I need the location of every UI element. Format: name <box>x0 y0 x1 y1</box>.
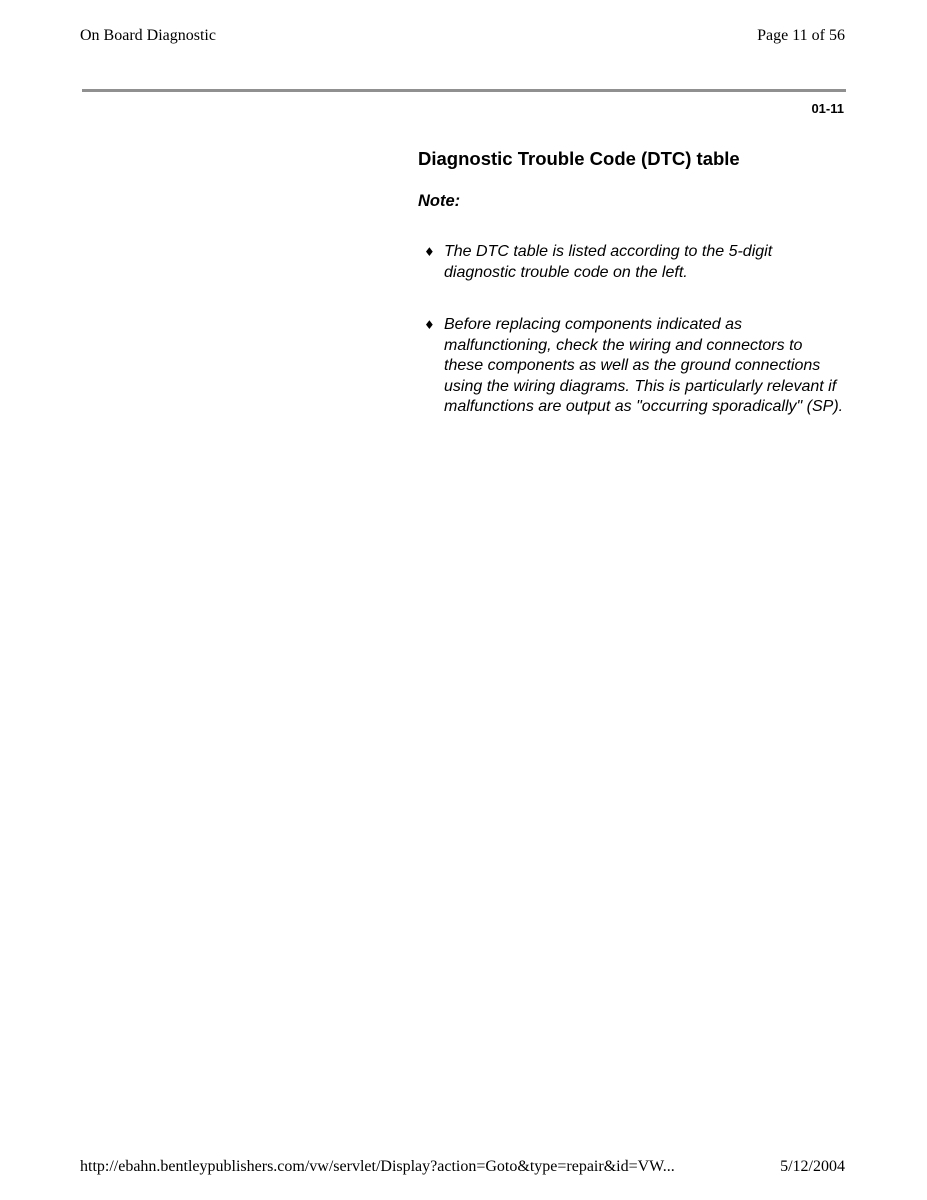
note-bullet-text: Before replacing components indicated as malfunctioning, check the wiring and connectors to these components as well as the ground connections using the wiring diagrams. This is particularly relevant if malfunctions are output as "occurring sporadically" (SP). <box>444 316 844 415</box>
note-bullet-text: The DTC table is listed according to the 5-digit diagnostic trouble code on the left. <box>444 243 773 281</box>
note-label: Note: <box>418 192 461 210</box>
section-title: Diagnostic Trouble Code (DTC) table <box>418 148 740 169</box>
diamond-bullet-icon: ♦ <box>424 245 435 259</box>
print-footer-date: 5/12/2004 <box>780 1158 845 1175</box>
print-header-title: On Board Diagnostic <box>80 27 216 44</box>
diamond-bullet-icon: ♦ <box>424 318 435 332</box>
print-footer-url: http://ebahn.bentleypublishers.com/vw/servlet/Display?action=Goto&type=repair&id=VW... <box>80 1158 675 1175</box>
header-divider <box>82 89 846 92</box>
print-header-page-info: Page 11 of 56 <box>757 27 845 44</box>
page-code: 01-11 <box>811 101 844 116</box>
